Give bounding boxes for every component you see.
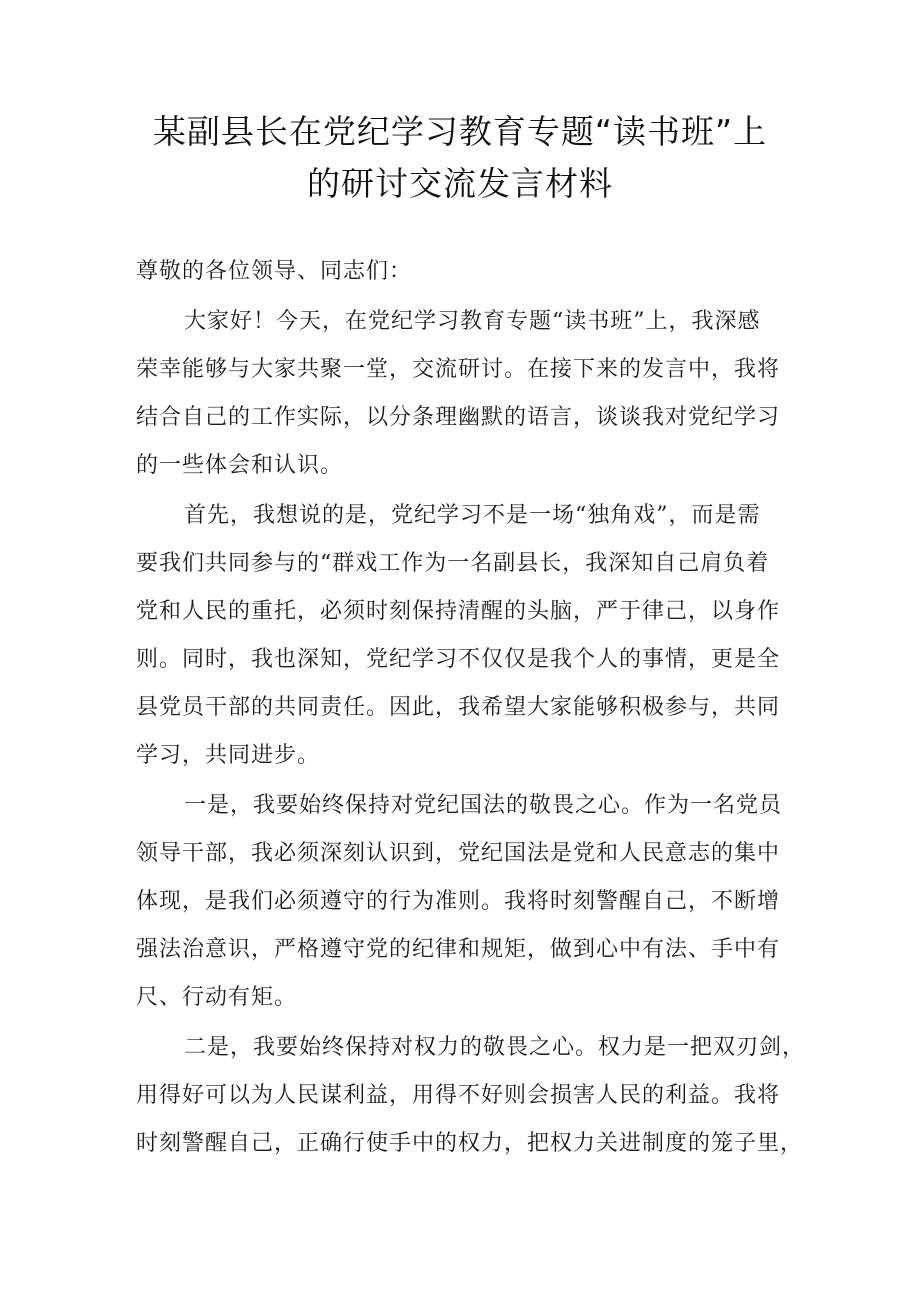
document-body xyxy=(136,248,806,1170)
paragraph-first xyxy=(136,492,798,780)
paragraph-line: 时刻警醒自己，正确行使手中的权力，把权力关进制度的笼子里， xyxy=(136,1131,804,1156)
salutation: 尊敬的各位领导、同志们： xyxy=(136,259,413,284)
paragraph-line: 要我们共同参与的“群戏工作为一名副县长，我深知自己肩负着 xyxy=(136,551,770,576)
paragraph-line: 领导干部，我必须深刻认识到，党纪国法是党和人民意志的集中 xyxy=(136,841,781,866)
paragraph-line: 县党员干部的共同责任。因此，我希望大家能够积极参与，共同 xyxy=(136,695,781,720)
title-line-2: 的研讨交流发言材料 xyxy=(307,164,613,203)
paragraph-line: 荣幸能够与大家共聚一堂，交流研讨。在接下来的发言中，我将 xyxy=(136,357,781,382)
paragraph-line: 则。同时，我也深知，党纪学习不仅仅是我个人的事情，更是全 xyxy=(136,647,781,672)
paragraph-line: 结合自己的工作实际，以分条理幽默的语言，谈谈我对党纪学习 xyxy=(136,405,781,430)
paragraph-line: 尺、行动有矩。 xyxy=(136,985,298,1010)
paragraph-greeting xyxy=(136,298,798,490)
paragraph-line: 大家好！今天，在党纪学习教育专题“读书班”上，我深感 xyxy=(184,309,761,334)
paragraph-line: 二是，我要始终保持对权力的敬畏之心。权力是一把双刃剑， xyxy=(184,1035,806,1060)
paragraph-line: 用得好可以为人民谋利益，用得不好则会损害人民的利益。我将 xyxy=(136,1083,781,1108)
paragraph-line: 党和人民的重托，必须时刻保持清醒的头脑，严于律己，以身作 xyxy=(136,599,781,624)
paragraph-point-two xyxy=(136,1024,806,1168)
paragraph-line: 一是，我要始终保持对党纪国法的敬畏之心。作为一名党员 xyxy=(184,793,783,818)
paragraph-line: 首先，我想说的是，党纪学习不是一场“独角戏”，而是需 xyxy=(184,503,761,528)
paragraph-line: 强法治意识，严格遵守党的纪律和规矩，做到心中有法、手中有 xyxy=(136,937,781,962)
paragraph-line: 的一些体会和认识。 xyxy=(136,453,344,478)
title-line-1: 某副县长在党纪学习教育专题“读书班”上 xyxy=(152,112,768,151)
paragraph-line: 学习，共同进步。 xyxy=(136,743,321,768)
document-title xyxy=(120,106,800,210)
paragraph-line: 体现，是我们必须遵守的行为准则。我将时刻警醒自己，不断增 xyxy=(136,889,781,914)
paragraph-point-one xyxy=(136,782,798,1022)
